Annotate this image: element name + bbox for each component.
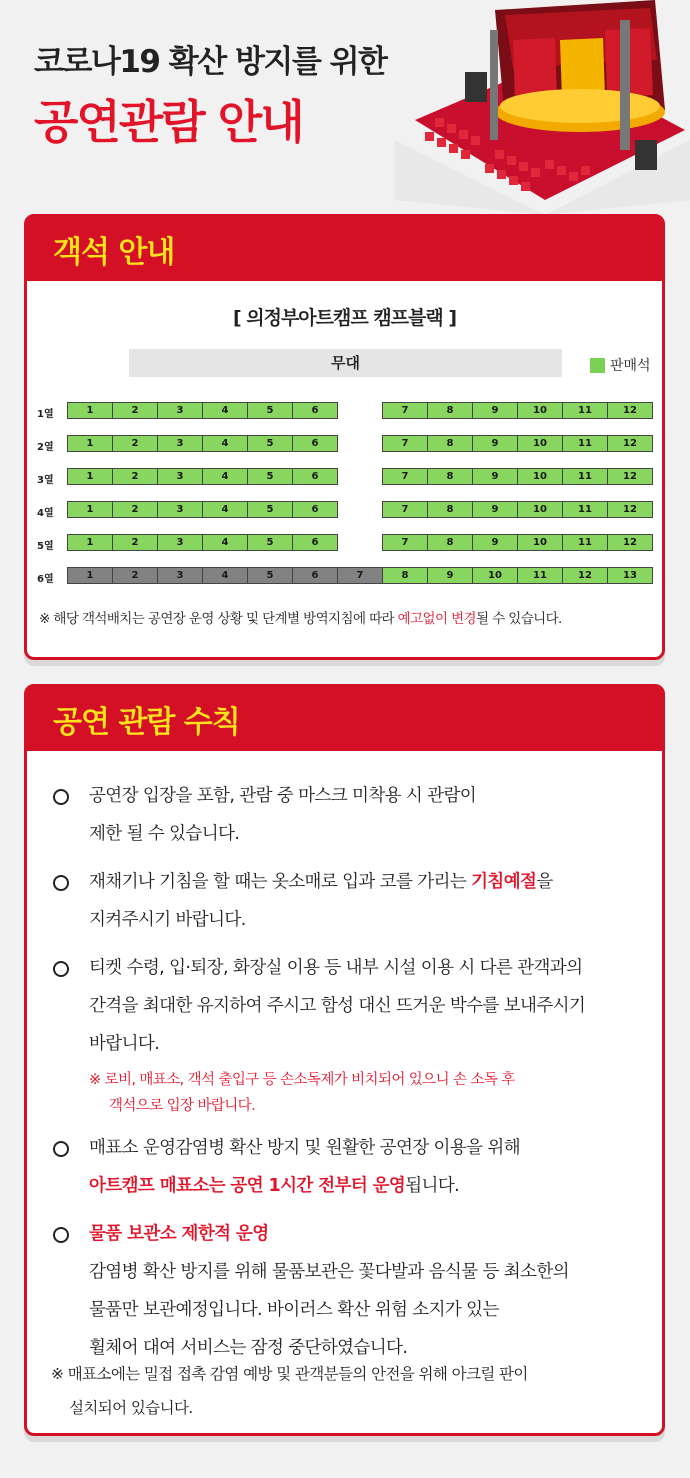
circle-bullet-icon <box>53 1227 69 1243</box>
rules-list <box>53 777 653 1377</box>
page-title: 공연관람 안내 <box>34 95 303 149</box>
seat-available: 6 <box>292 435 338 452</box>
rule-subnote <box>89 1067 653 1119</box>
seat-row <box>27 402 662 422</box>
legend-label: 판매석 <box>610 358 651 374</box>
row-label: 3열 <box>37 475 54 486</box>
seat-available: 12 <box>607 501 653 518</box>
seat-available: 12 <box>607 435 653 452</box>
seat-available: 6 <box>292 501 338 518</box>
seating-header <box>27 217 662 281</box>
rule-text: 간격을 최대한 유지하여 주시고 함성 대신 뜨거운 박수를 보내주시기 <box>89 996 586 1016</box>
rule-text: 을 <box>536 872 553 892</box>
seat-available: 2 <box>112 468 158 485</box>
seat-available: 6 <box>292 468 338 485</box>
row-label: 1열 <box>37 409 54 420</box>
seat-available: 2 <box>112 435 158 452</box>
rule-text: 매표소 운영감염병 확산 방지 및 원활한 공연장 이용을 위해 <box>89 1138 521 1158</box>
circle-bullet-icon <box>53 875 69 891</box>
seat-unavailable: 6 <box>292 567 338 584</box>
seat-available: 4 <box>202 534 248 551</box>
seat-available: 9 <box>427 567 473 584</box>
subnote-text: ※ 로비, 매표소, 객석 출입구 등 손소독제가 비치되어 있으니 손 소독 후 <box>89 1072 515 1088</box>
rule-text: 재채기나 기침을 할 때는 옷소매로 입과 코를 가리는 <box>89 872 472 892</box>
row-label: 2열 <box>37 442 54 453</box>
seat-available: 7 <box>382 534 428 551</box>
seat-available: 8 <box>427 435 473 452</box>
stage: 무대 <box>129 349 562 377</box>
seat-available: 10 <box>517 435 563 452</box>
seat-available: 11 <box>562 402 608 419</box>
row-label: 4열 <box>37 508 54 519</box>
seat-available: 3 <box>157 468 203 485</box>
row-label: 6열 <box>37 574 54 585</box>
seat-available: 4 <box>202 402 248 419</box>
seat-available: 5 <box>247 402 293 419</box>
seat-available: 11 <box>562 468 608 485</box>
page-subtitle: 코로나19 확산 방지를 위한 <box>34 44 387 80</box>
rule-highlight: 기침예절 <box>471 872 537 892</box>
rule-item <box>53 1215 653 1367</box>
seat-available: 12 <box>562 567 608 584</box>
rule-text: 공연장 입장을 포함, 관람 중 마스크 미착용 시 관람이 <box>89 786 477 806</box>
seat-available: 2 <box>112 501 158 518</box>
circle-bullet-icon <box>53 1141 69 1157</box>
seat-row <box>27 468 662 488</box>
note-text-end: 될 수 있습니다. <box>476 611 562 627</box>
seat-available: 9 <box>472 402 518 419</box>
rule-highlight: 아트캠프 매표소는 공연 1시간 전부터 운영 <box>89 1176 406 1196</box>
seat-available: 10 <box>517 534 563 551</box>
seat-available: 9 <box>472 501 518 518</box>
seat-unavailable: 1 <box>67 567 113 584</box>
theater-illustration <box>395 0 690 215</box>
seat-available: 11 <box>562 534 608 551</box>
subnote-text: 객석으로 입장 바랍니다. <box>109 1098 256 1114</box>
seat-unavailable: 5 <box>247 567 293 584</box>
seat-row <box>27 501 662 521</box>
seat-available: 11 <box>517 567 563 584</box>
circle-bullet-icon <box>53 961 69 977</box>
seat-available: 12 <box>607 402 653 419</box>
seat-available: 8 <box>427 534 473 551</box>
seat-available: 2 <box>112 402 158 419</box>
seat-unavailable: 3 <box>157 567 203 584</box>
seat-available: 8 <box>427 402 473 419</box>
rule-text: 제한 될 수 있습니다. <box>89 824 240 844</box>
rules-header <box>27 687 662 751</box>
seat-available: 7 <box>382 468 428 485</box>
seat-available: 9 <box>472 435 518 452</box>
seating-heading: 객석 안내 <box>53 235 175 270</box>
seating-note <box>39 607 659 627</box>
seat-available: 1 <box>67 501 113 518</box>
legend-swatch <box>590 358 605 373</box>
seat-available: 7 <box>382 501 428 518</box>
row-label: 5열 <box>37 541 54 552</box>
rule-text: 휠체어 대여 서비스는 잠정 중단하였습니다. <box>89 1338 408 1358</box>
seat-available: 6 <box>292 534 338 551</box>
seat-available: 1 <box>67 534 113 551</box>
seat-available: 3 <box>157 435 203 452</box>
seat-available: 10 <box>517 468 563 485</box>
rule-item <box>53 863 653 939</box>
rule-text: 바랍니다. <box>89 1034 160 1054</box>
seat-available: 8 <box>427 468 473 485</box>
seat-unavailable: 2 <box>112 567 158 584</box>
seat-available: 5 <box>247 468 293 485</box>
seat-available: 1 <box>67 435 113 452</box>
seat-available: 5 <box>247 501 293 518</box>
rules-footnote <box>51 1357 651 1425</box>
seat-available: 4 <box>202 435 248 452</box>
note-text: ※ 해당 객석배치는 공연장 운영 상황 및 단계별 방역지침에 따라 <box>39 611 398 627</box>
seat-available: 5 <box>247 435 293 452</box>
seat-available: 9 <box>472 468 518 485</box>
seat-unavailable: 4 <box>202 567 248 584</box>
rule-highlight: 물품 보관소 제한적 운영 <box>89 1224 269 1244</box>
seat-row <box>27 534 662 554</box>
seat-available: 12 <box>607 534 653 551</box>
circle-bullet-icon <box>53 789 69 805</box>
seat-available: 9 <box>472 534 518 551</box>
seat-available: 5 <box>247 534 293 551</box>
venue-name: [ 의정부아트캠프 캠프블랙 ] <box>232 307 457 329</box>
rule-text: 감염병 확산 방지를 위해 물품보관은 꽃다발과 음식물 등 최소한의 <box>89 1262 569 1282</box>
rule-item <box>53 777 653 853</box>
rule-text: 지켜주시기 바랍니다. <box>89 910 246 930</box>
seat-available: 12 <box>607 468 653 485</box>
seat-available: 3 <box>157 402 203 419</box>
seat-available: 1 <box>67 468 113 485</box>
footnote-text: ※ 매표소에는 밀접 접촉 감염 예방 및 관객분들의 안전을 위해 아크릴 판이 <box>51 1365 528 1383</box>
seat-available: 3 <box>157 534 203 551</box>
seat-available: 8 <box>382 567 428 584</box>
seat-available: 11 <box>562 435 608 452</box>
seat-available: 3 <box>157 501 203 518</box>
seat-available: 7 <box>382 435 428 452</box>
rule-text: 물품만 보관예정입니다. 바이러스 확산 위험 소지가 있는 <box>89 1300 499 1320</box>
seat-available: 4 <box>202 501 248 518</box>
rule-text: 됩니다. <box>405 1176 460 1196</box>
seat-available: 13 <box>607 567 653 584</box>
legend <box>590 355 651 375</box>
rules-card <box>24 684 665 1436</box>
seat-available: 10 <box>517 402 563 419</box>
note-highlight: 예고없이 변경 <box>397 611 476 627</box>
seat-available: 11 <box>562 501 608 518</box>
seat-unavailable: 7 <box>337 567 383 584</box>
seat-available: 4 <box>202 468 248 485</box>
rules-heading: 공연 관람 수칙 <box>53 705 240 740</box>
seat-row <box>27 567 662 587</box>
rule-item <box>53 1129 653 1205</box>
seat-available: 1 <box>67 402 113 419</box>
seat-available: 6 <box>292 402 338 419</box>
seat-available: 8 <box>427 501 473 518</box>
footnote-text: 설치되어 있습니다. <box>69 1399 193 1417</box>
seating-card <box>24 214 665 660</box>
seat-available: 2 <box>112 534 158 551</box>
rule-item <box>53 949 653 1119</box>
seat-row <box>27 435 662 455</box>
seat-available: 10 <box>472 567 518 584</box>
seat-available: 7 <box>382 402 428 419</box>
seat-available: 10 <box>517 501 563 518</box>
rule-text: 티켓 수령, 입·퇴장, 화장실 이용 등 내부 시설 이용 시 다른 관객과의 <box>89 958 583 978</box>
